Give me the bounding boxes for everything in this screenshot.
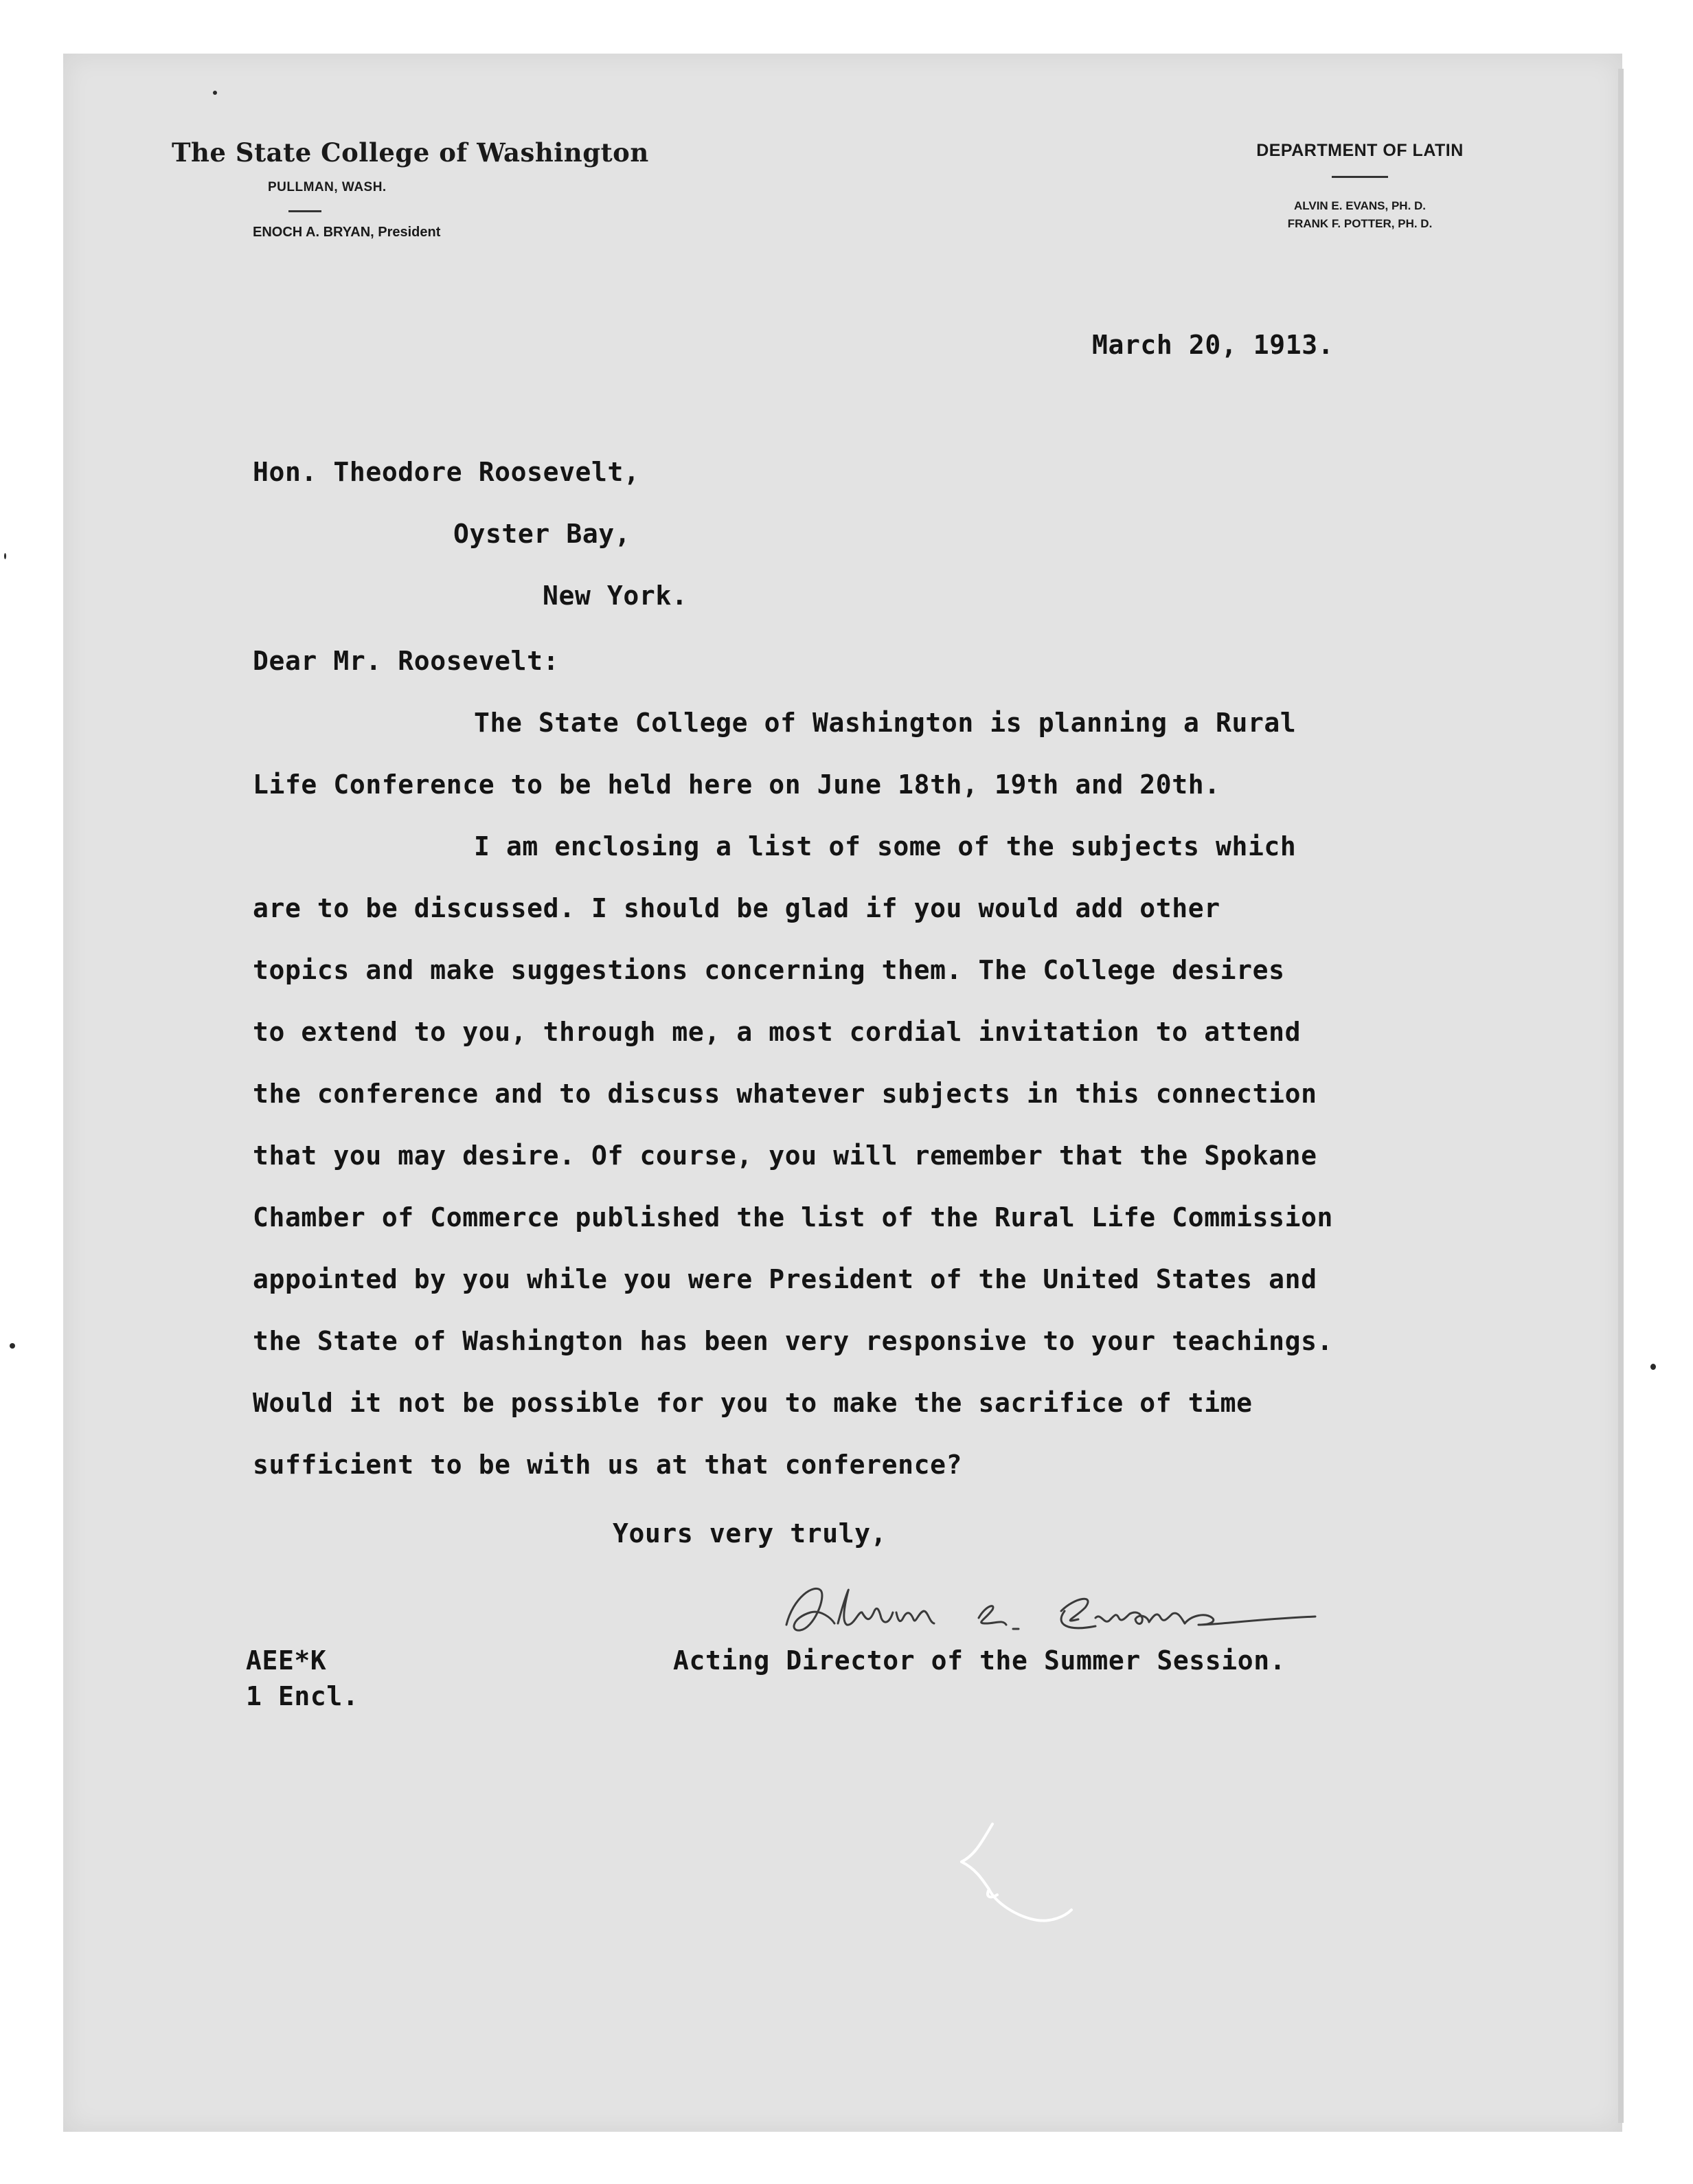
department-title: DEPARTMENT OF LATIN: [1256, 141, 1464, 160]
typist-initials: AEE*K: [246, 1645, 327, 1676]
body-line: Life Conference to be held here on June 18th, 19th and 20th.: [253, 769, 1220, 800]
speck: [10, 1343, 15, 1349]
salutation: Dear Mr. Roosevelt:: [253, 646, 560, 676]
speck: [213, 91, 217, 95]
body-line: appointed by you while you were President of the United States and: [253, 1264, 1317, 1294]
signature: [773, 1570, 1322, 1645]
divider: [1332, 176, 1388, 178]
signer-title: Acting Director of the Summer Session.: [673, 1645, 1286, 1676]
body-line: that you may desire. Of course, you will remember that the Spokane: [253, 1140, 1317, 1171]
body-line: sufficient to be with us at that conference?: [253, 1450, 963, 1480]
body-line: I am enclosing a list of some of the subjects which: [474, 831, 1297, 862]
speck: [1650, 1364, 1656, 1370]
college-president: ENOCH A. BRYAN, President: [253, 225, 441, 240]
college-location: PULLMAN, WASH.: [268, 180, 387, 194]
faculty-member: FRANK F. POTTER, PH. D.: [1287, 217, 1433, 231]
speck: [4, 553, 6, 559]
recipient-state: New York.: [543, 581, 688, 611]
body-line: Would it not be possible for you to make the sacrifice of time: [253, 1388, 1253, 1418]
body-line: are to be discussed. I should be glad if you would add other: [253, 893, 1220, 923]
enclosure-note: 1 Encl.: [246, 1681, 359, 1711]
divider: [288, 210, 321, 212]
paper-blemish: [955, 1814, 1092, 1937]
body-line: to extend to you, through me, a most cordial invitation to attend: [253, 1017, 1302, 1047]
paper-edge: [1618, 69, 1624, 2123]
letterhead-right: [1229, 141, 1490, 234]
college-name: The State College of Washington: [172, 137, 649, 168]
recipient-name: Hon. Theodore Roosevelt,: [253, 457, 640, 487]
faculty-list: [1229, 197, 1490, 234]
body-line: Chamber of Commerce published the list of the Rural Life Commission: [253, 1202, 1334, 1232]
closing: Yours very truly,: [613, 1518, 887, 1549]
letterhead-left: [172, 137, 649, 240]
faculty-member: ALVIN E. EVANS, PH. D.: [1293, 199, 1427, 212]
body-line: the State of Washington has been very responsive to your teachings.: [253, 1326, 1334, 1356]
body-line: topics and make suggestions concerning them. The College desires: [253, 955, 1285, 985]
recipient-town: Oyster Bay,: [453, 519, 631, 549]
body-line: the conference and to discuss whatever subjects in this connection: [253, 1079, 1317, 1109]
body-line: The State College of Washington is planning a Rural: [474, 708, 1297, 738]
letter-date: March 20, 1913.: [1092, 330, 1334, 360]
